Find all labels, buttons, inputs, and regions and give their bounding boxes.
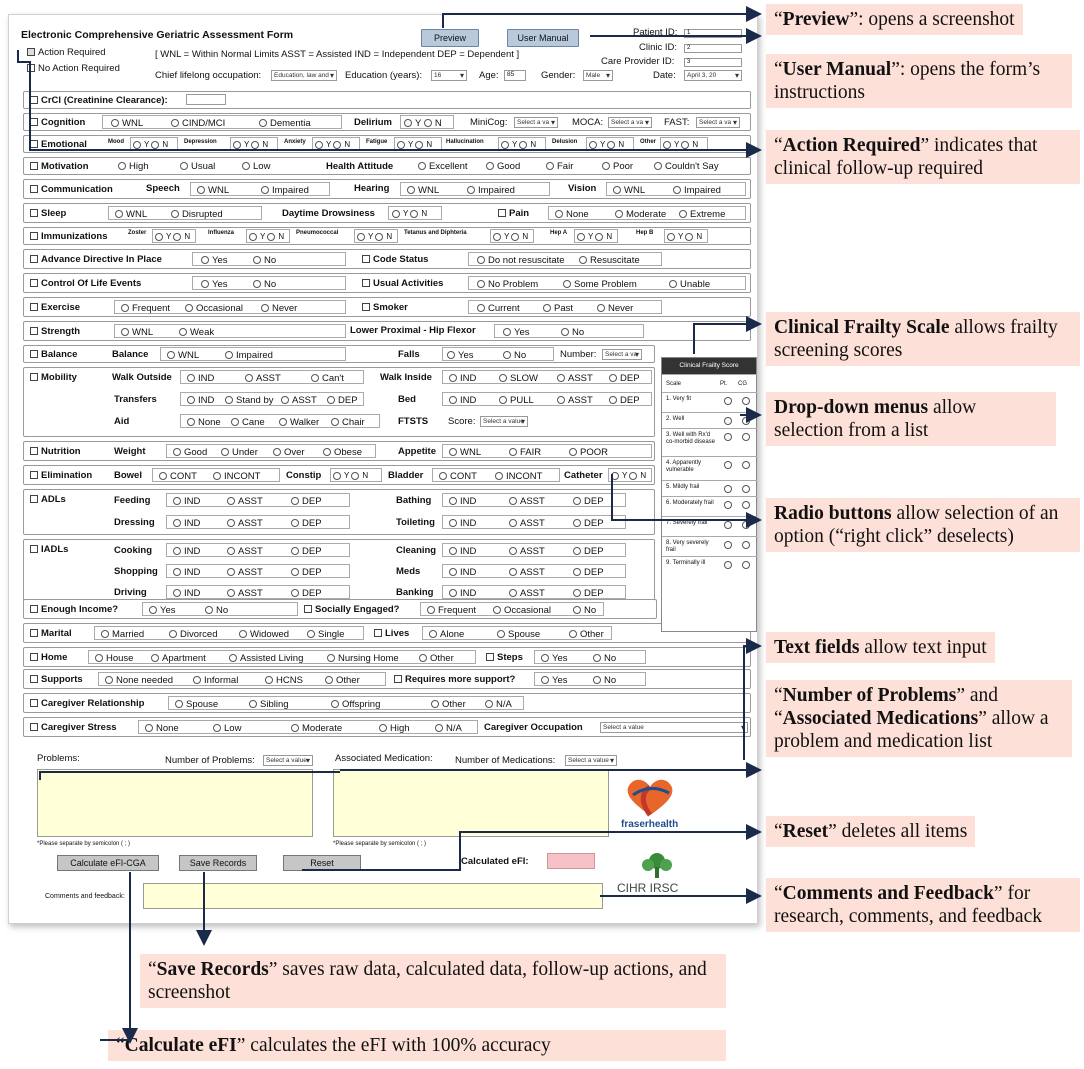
- action-required-checkbox[interactable]: Action Required: [27, 47, 106, 58]
- caregiver-occupation-label: Caregiver Occupation: [484, 722, 583, 733]
- toileting-radio-group[interactable]: IND ASST DEP: [442, 515, 626, 529]
- driving-radio-group[interactable]: IND ASST DEP: [166, 585, 350, 599]
- health-fair-radio[interactable]: Fair: [546, 161, 573, 172]
- education-label: Education (years):: [345, 70, 423, 81]
- speech-label: Speech: [146, 183, 180, 194]
- provider-id-label: Care Provider ID:: [601, 56, 675, 67]
- hep-b-radio-group[interactable]: Y N: [664, 229, 708, 243]
- mood-label: Mood: [108, 139, 124, 145]
- anxiety-radio-group[interactable]: Y N: [312, 137, 360, 151]
- meds-label: Meds: [396, 566, 421, 577]
- control-life-checkbox[interactable]: Control Of Life Events: [30, 278, 141, 289]
- falls-label: Falls: [398, 349, 420, 360]
- hep-a-radio-group[interactable]: Y N: [574, 229, 618, 243]
- catheter-label: Catheter: [564, 470, 603, 481]
- caregiver-relationship-checkbox[interactable]: Caregiver Relationship: [30, 698, 144, 709]
- age-field[interactable]: 85: [504, 70, 526, 81]
- balance-sub-label: Balance: [112, 349, 149, 360]
- moca-dropdown[interactable]: Select a va ▾: [608, 117, 652, 128]
- home-checkbox[interactable]: Home: [30, 652, 67, 663]
- pain-radio-group[interactable]: None Moderate Extreme: [548, 206, 746, 220]
- callout-save-records: “Save Records” saves raw data, calculated data, follow-up actions, and screenshot: [140, 954, 726, 1008]
- ftsts-dropdown[interactable]: Select a value ▾: [480, 416, 528, 427]
- provider-id-field[interactable]: 3: [684, 58, 742, 67]
- hearing-label: Hearing: [354, 183, 390, 194]
- problems-separator-note: *Please separate by semicolon ( ; ): [37, 841, 131, 847]
- nutrition-checkbox[interactable]: Nutrition: [30, 446, 81, 457]
- fast-label: FAST:: [664, 117, 690, 128]
- falls-number-dropdown[interactable]: Select a va ▾: [602, 349, 642, 360]
- callout-radio: Radio buttons allow selection of an option (“right click” deselects): [766, 498, 1080, 552]
- cooking-radio-group[interactable]: IND ASST DEP: [166, 543, 350, 557]
- arrow-preview: [443, 14, 760, 28]
- strength-radio-group[interactable]: WNL Weak: [114, 324, 346, 338]
- problems-label: Problems:: [37, 753, 80, 764]
- calculate-efi-button[interactable]: Calculate eFI-CGA: [57, 855, 159, 871]
- banking-label: Banking: [396, 587, 434, 598]
- minicog-label: MiniCog:: [470, 117, 508, 128]
- callout-comments: “Comments and Feedback” for research, comments, and feedback: [766, 878, 1080, 932]
- strength-checkbox[interactable]: Strength: [30, 326, 80, 337]
- sleep-checkbox[interactable]: Sleep: [30, 208, 66, 219]
- motivation-usual-radio[interactable]: Usual: [180, 161, 215, 172]
- num-medications-dropdown[interactable]: Select a value ▾: [565, 755, 617, 766]
- influenza-label: Influenza: [208, 230, 235, 236]
- tetanus-label: Tetanus and Diphteria: [404, 230, 467, 236]
- transfers-label: Transfers: [114, 394, 157, 405]
- exercise-checkbox[interactable]: Exercise: [30, 302, 80, 313]
- bladder-label: Bladder: [388, 470, 424, 481]
- occupation-label: Chief lifelong occupation:: [155, 70, 262, 81]
- hip-flexor-label: Lower Proximal - Hip Flexor: [350, 325, 476, 336]
- zoster-label: Zoster: [128, 230, 147, 236]
- date-label: Date:: [653, 70, 676, 81]
- calculated-efi-label: Calculated eFI:: [461, 856, 529, 867]
- ftsts-score-label: Score:: [448, 416, 476, 427]
- vision-radio-group[interactable]: WNL Impaired: [606, 182, 746, 196]
- cfs-row-label: 1. Very fit: [666, 396, 692, 402]
- supports-radio-group[interactable]: None needed Informal HCNS Other: [98, 672, 386, 686]
- control-radio-group[interactable]: Yes No: [192, 276, 346, 290]
- shopping-label: Shopping: [114, 566, 158, 577]
- cognition-checkbox[interactable]: Cognition: [30, 117, 85, 128]
- arrow-cfs: [694, 324, 760, 354]
- mobility-checkbox[interactable]: Mobility: [30, 372, 77, 383]
- shopping-radio-group[interactable]: IND ASST DEP: [166, 564, 350, 578]
- falls-radio-group[interactable]: Yes No: [442, 347, 554, 361]
- vision-label: Vision: [568, 183, 597, 194]
- cleaning-radio-group[interactable]: IND ASST DEP: [442, 543, 626, 557]
- walk-inside-radio-group[interactable]: IND SLOW ASST DEP: [442, 370, 652, 384]
- num-problems-label: Number of Problems:: [165, 755, 255, 766]
- pain-checkbox[interactable]: Pain: [498, 208, 529, 219]
- clinic-id-label: Clinic ID:: [639, 42, 678, 53]
- balance-checkbox[interactable]: Balance: [30, 349, 77, 360]
- cooking-label: Cooking: [114, 545, 152, 556]
- constip-radio-group[interactable]: Y N: [330, 468, 382, 482]
- home-radio-group[interactable]: House Apartment Assisted Living Nursing Home Other: [88, 650, 476, 664]
- abbreviation-legend: [ WNL = Within Normal Limits ASST = Assisted IND = Independent DEP = Dependent ]: [155, 49, 520, 60]
- callout-user-manual: “User Manual”: opens the form’s instructions: [766, 54, 1072, 108]
- marital-checkbox[interactable]: Marital: [30, 628, 72, 639]
- falls-number-label: Number:: [560, 349, 597, 360]
- comments-label: Comments and feedback:: [45, 893, 125, 900]
- walk-outside-radio-group[interactable]: IND ASST Can't: [180, 370, 364, 384]
- arrow-problems-b: [40, 772, 340, 780]
- transfers-radio-group[interactable]: IND Stand by ASST DEP: [180, 392, 364, 406]
- reset-button[interactable]: Reset: [283, 855, 361, 871]
- bathing-label: Bathing: [396, 495, 432, 506]
- callout-preview: “Preview”: opens a screenshot: [766, 4, 1023, 35]
- depression-radio-group[interactable]: Y N: [230, 137, 278, 151]
- delusion-label: Delusion: [552, 139, 578, 145]
- cfs-row-label: 9. Terminally ill: [666, 560, 706, 566]
- patient-id-field[interactable]: 1: [684, 29, 742, 38]
- smoker-radio-group[interactable]: Current Past Never: [468, 300, 662, 314]
- bathing-radio-group[interactable]: IND ASST DEP: [442, 493, 626, 507]
- meds-radio-group[interactable]: IND ASST DEP: [442, 564, 626, 578]
- hallucination-label: Hallucination: [446, 139, 484, 145]
- code-status-radio-group[interactable]: Do not resuscitate Resuscitate: [468, 252, 662, 266]
- other-radio-group[interactable]: Y N: [660, 137, 708, 151]
- gender-dropdown[interactable]: Male ▾: [583, 70, 613, 81]
- advance-radio-group[interactable]: Yes No: [192, 252, 346, 266]
- ftsts-label: FTSTS: [398, 416, 429, 427]
- fatigue-radio-group[interactable]: Y N: [394, 137, 442, 151]
- balance-radio-group[interactable]: WNL Impaired: [160, 347, 346, 361]
- arrow-reset: [302, 832, 760, 870]
- elimination-checkbox[interactable]: Elimination: [30, 470, 92, 481]
- delirium-label: Delirium: [354, 117, 393, 128]
- arrow-action-required: [18, 50, 760, 150]
- patient-id-label: Patient ID:: [633, 27, 678, 38]
- cleaning-label: Cleaning: [396, 545, 437, 556]
- motivation-low-radio[interactable]: Low: [242, 161, 270, 172]
- bed-radio-group[interactable]: IND PULL ASST DEP: [442, 392, 652, 406]
- clinic-id-field[interactable]: 2: [684, 44, 742, 53]
- smoker-checkbox[interactable]: Smoker: [362, 302, 408, 313]
- mood-radio-group[interactable]: Y N: [130, 137, 178, 151]
- social-checkbox[interactable]: Socially Engaged?: [304, 604, 399, 615]
- income-checkbox[interactable]: Enough Income?: [30, 604, 118, 615]
- date-dropdown[interactable]: April 3, 20 ▾: [684, 70, 742, 81]
- aid-label: Aid: [114, 416, 130, 427]
- marital-radio-group[interactable]: Married Divorced Widowed Single: [94, 626, 364, 640]
- tetanus-radio-group[interactable]: Y N: [490, 229, 534, 243]
- motivation-high-radio[interactable]: High: [118, 161, 149, 172]
- callout-dropdown: Drop-down menus allow selection from a list: [766, 392, 1056, 446]
- lives-checkbox[interactable]: Lives: [374, 628, 409, 639]
- cfs-row-label: 7. Severely frail: [666, 520, 708, 526]
- bladder-radio-group[interactable]: CONT INCONT: [432, 468, 560, 482]
- hep-b-label: Hep B: [636, 230, 654, 236]
- daytime-drowsiness-label: Daytime Drowsiness: [282, 208, 375, 219]
- bowel-label: Bowel: [114, 470, 142, 481]
- cognition-wnl-radio[interactable]: WNL: [111, 118, 143, 129]
- walk-outside-label: Walk Outside: [112, 372, 172, 383]
- constip-label: Constip: [286, 470, 322, 481]
- other-label: Other: [640, 139, 657, 145]
- communication-checkbox[interactable]: Communication: [30, 184, 113, 195]
- cfs-row-label: 8. Very severely frail: [666, 540, 709, 553]
- caregiver-stress-checkbox[interactable]: Caregiver Stress: [30, 722, 117, 733]
- supports-checkbox[interactable]: Supports: [30, 674, 83, 685]
- callout-cfs: Clinical Frailty Scale allows frailty screening scores: [766, 312, 1080, 366]
- callout-problems: “Number of Problems” and “Associated Medications” allow a problem and medication list: [766, 680, 1072, 757]
- health-excellent-radio[interactable]: Excellent: [418, 161, 468, 172]
- arrow-radio: [612, 474, 760, 520]
- zoster-radio-group[interactable]: Y N: [152, 229, 196, 243]
- cfs-row-label: 6. Moderately frail: [666, 500, 714, 506]
- caregiver-relationship-radio-group[interactable]: Spouse Sibling Offspring Other N/A: [168, 696, 524, 710]
- gender-label: Gender:: [541, 70, 576, 81]
- feeding-radio-group[interactable]: IND ASST DEP: [166, 493, 350, 507]
- speech-radio-group[interactable]: WNL Impaired: [190, 182, 330, 196]
- hep-a-label: Hep A: [550, 230, 568, 236]
- steps-checkbox[interactable]: Steps: [486, 652, 523, 663]
- usual-activities-checkbox[interactable]: Usual Activities: [362, 278, 443, 289]
- cfs-row-label: 3. Well with Rx'd co-morbid disease: [666, 432, 716, 445]
- feeding-label: Feeding: [114, 495, 151, 506]
- caregiver-occupation-dropdown[interactable]: Select a value ▾: [600, 722, 748, 733]
- fast-dropdown[interactable]: Select a va ▾: [696, 117, 740, 128]
- more-support-radio-group[interactable]: Yes No: [534, 672, 646, 686]
- arrow-calc-line: [100, 872, 130, 1040]
- banking-radio-group[interactable]: IND ASST DEP: [442, 585, 626, 599]
- num-problems-dropdown[interactable]: Select a value ▾: [263, 755, 313, 766]
- minicog-dropdown[interactable]: Select a va ▾: [514, 117, 558, 128]
- weight-radio-group[interactable]: Good Under Over Obese: [166, 444, 376, 458]
- delusion-radio-group[interactable]: Y N: [586, 137, 634, 151]
- cognition-dementia-radio[interactable]: Dementia: [259, 118, 311, 129]
- code-status-checkbox[interactable]: Code Status: [362, 254, 428, 265]
- hip-flexor-radio-group[interactable]: Yes No: [494, 324, 644, 338]
- cognition-cind-radio[interactable]: CIND/MCI: [171, 118, 225, 129]
- walk-inside-label: Walk Inside: [380, 372, 432, 383]
- iadls-checkbox[interactable]: IADLs: [30, 544, 68, 555]
- emotional-checkbox[interactable]: Emotional: [30, 139, 87, 150]
- callout-text-fields: Text fields allow text input: [766, 632, 995, 663]
- cfs-row-label: 2. Well: [666, 416, 685, 422]
- hearing-radio-group[interactable]: WNL Impaired: [400, 182, 550, 196]
- assoc-medication-label: Associated Medication:: [335, 753, 433, 764]
- influenza-radio-group[interactable]: Y N: [246, 229, 290, 243]
- driving-label: Driving: [114, 587, 147, 598]
- lives-radio-group[interactable]: Alone Spouse Other: [422, 626, 612, 640]
- callout-reset: “Reset” deletes all items: [766, 816, 975, 847]
- dressing-radio-group[interactable]: IND ASST DEP: [166, 515, 350, 529]
- anxiety-label: Anxiety: [284, 139, 306, 145]
- pneumococcal-label: Pneumococcal: [296, 230, 339, 236]
- callout-calculate-efi: “Calculate eFI” calculates the eFI with 100% accuracy: [108, 1030, 726, 1061]
- crcl-checkbox[interactable]: CrCl (Creatinine Clearance):: [30, 95, 168, 106]
- bowel-radio-group[interactable]: CONT INCONT: [152, 468, 280, 482]
- caregiver-stress-radio-group[interactable]: None Low Moderate High N/A: [138, 720, 478, 734]
- preview-button[interactable]: Preview: [421, 29, 479, 47]
- pneumococcal-radio-group[interactable]: Y N: [354, 229, 398, 243]
- weight-label: Weight: [114, 446, 146, 457]
- exercise-radio-group[interactable]: Frequent Occasional Never: [114, 300, 346, 314]
- sleep-radio-group[interactable]: WNL Disrupted: [108, 206, 262, 220]
- form-title: Electronic Comprehensive Geriatric Assessment Form: [21, 29, 294, 41]
- occupation-dropdown[interactable]: Education, law and ▾: [271, 70, 337, 81]
- health-couldnt-say-radio[interactable]: Couldn't Say: [654, 161, 719, 172]
- drowsiness-radio-group[interactable]: Y N: [388, 206, 442, 220]
- catheter-radio-group[interactable]: Y N: [608, 468, 652, 482]
- social-radio-group[interactable]: Frequent Occasional No: [420, 602, 604, 616]
- usual-activities-radio-group[interactable]: No Problem Some Problem Unable: [468, 276, 746, 290]
- cihr-logo: CIHR IRSC: [617, 851, 697, 903]
- income-radio-group[interactable]: Yes No: [142, 602, 298, 616]
- cfs-row-label: 5. Mildly frail: [666, 484, 700, 490]
- cfs-column-headers: Scale Pt. CG: [662, 374, 758, 392]
- health-attitude-label: Health Attitude: [326, 161, 394, 172]
- fraserhealth-logo: fraserhealth: [619, 775, 681, 835]
- health-poor-radio[interactable]: Poor: [602, 161, 633, 172]
- immunizations-checkbox[interactable]: Immunizations: [30, 231, 108, 242]
- hallucination-radio-group[interactable]: Y N: [498, 137, 546, 151]
- advance-directive-checkbox[interactable]: Advance Directive In Place: [30, 254, 162, 265]
- education-dropdown[interactable]: 16 ▾: [431, 70, 467, 81]
- cfs-header: Clinical Frailty Score: [662, 358, 756, 374]
- cfs-row-label: 4. Apparently vulnerable: [666, 460, 702, 473]
- aid-radio-group[interactable]: None Cane Walker Chair: [180, 414, 380, 428]
- age-label: Age:: [479, 70, 499, 81]
- fatigue-label: Fatigue: [366, 139, 388, 145]
- moca-label: MOCA:: [572, 117, 604, 128]
- delirium-radio-group[interactable]: Y N: [400, 115, 454, 129]
- bed-label: Bed: [398, 394, 416, 405]
- medications-separator-note: *Please separate by semicolon ( ; ): [333, 841, 427, 847]
- arrow-text-fields: [744, 646, 760, 760]
- appetite-label: Appetite: [398, 446, 436, 457]
- motivation-checkbox[interactable]: Motivation: [30, 161, 89, 172]
- callout-action-required: “Action Required” indicates that clinical follow-up required: [766, 130, 1080, 184]
- more-support-checkbox[interactable]: Requires more support?: [394, 674, 515, 685]
- no-action-required-checkbox[interactable]: No Action Required: [27, 63, 120, 74]
- appetite-radio-group[interactable]: WNL FAIR POOR: [442, 444, 652, 458]
- toileting-label: Toileting: [396, 517, 435, 528]
- steps-radio-group[interactable]: Yes No: [534, 650, 646, 664]
- dressing-label: Dressing: [114, 517, 155, 528]
- user-manual-button[interactable]: User Manual: [507, 29, 579, 47]
- health-good-radio[interactable]: Good: [486, 161, 520, 172]
- adls-checkbox[interactable]: ADLs: [30, 494, 66, 505]
- save-records-button[interactable]: Save Records: [179, 855, 257, 871]
- num-medications-label: Number of Medications:: [455, 755, 556, 766]
- depression-label: Depression: [184, 139, 217, 145]
